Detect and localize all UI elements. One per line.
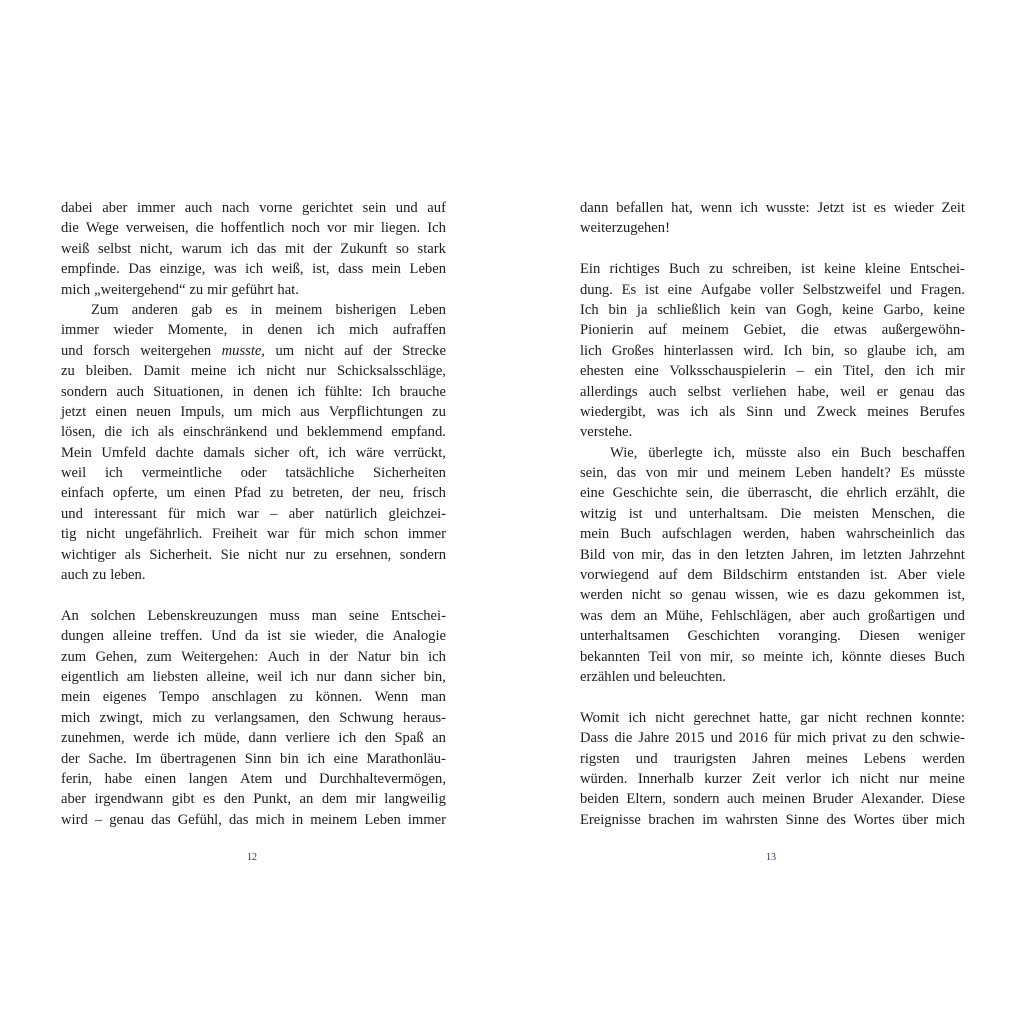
text-line: dungen alleine treffen. Und da ist sie wieder, die Analogie xyxy=(61,628,446,645)
paragraph xyxy=(61,606,446,830)
paragraph-gap xyxy=(61,585,446,605)
paragraph-gap xyxy=(580,687,965,707)
text-line: Ich bin ja schließlich kein van Gogh, keine Garbo, keine xyxy=(580,301,965,318)
text-line: auch zu leben. xyxy=(61,567,146,584)
text-line: lösen, die ich als einschränkend und beklemmend empfand. xyxy=(61,424,446,441)
text-line: mich „weitergehend“ zu mir geführt hat. xyxy=(61,281,299,298)
text-line: zunehmen, werde ich müde, dann verliere ich den Spaß an xyxy=(61,730,446,747)
text-line: wichtiger als Sicherheit. Sie nicht nur zu ersehnen, sondern xyxy=(61,546,446,563)
text-line: Zum anderen gab es in meinem bisherigen Leben xyxy=(91,301,446,318)
text-line: Womit ich nicht gerechnet hatte, gar nicht rechnen konnte: xyxy=(580,709,965,726)
text-line: zu bleiben. Damit meine ich nicht nur Schicksalsschläge, xyxy=(61,363,446,380)
paragraph xyxy=(61,198,446,300)
text-line: weiterzugehen! xyxy=(580,220,670,237)
text-line: werden nicht so genau wissen, wie es dazu gekommen ist, xyxy=(580,587,965,604)
text-line: ehesten eine Volksschauspielerin – ein Titel, den ich mir xyxy=(580,363,965,380)
text-line: und forsch weitergehen musste, um nicht auf der Strecke xyxy=(61,342,446,359)
text-line: weil ich vermeintliche oder tatsächliche Sicherheiten xyxy=(61,465,446,482)
text-line: mein eigenes Tempo anschlagen zu können. Wenn man xyxy=(61,689,446,706)
text-line: beiden Eltern, sondern auch meinen Bruder Alexander. Diese xyxy=(580,791,965,808)
text-line: erzählen und beleuchten. xyxy=(580,668,727,685)
text-line: Ein richtiges Buch zu schreiben, ist keine kleine Entschei- xyxy=(580,261,965,278)
text-line: dabei aber immer auch nach vorne gerichtet sein und auf xyxy=(61,200,446,216)
text-line: der Sache. Im übertragenen Sinn bin ich eine Marathonläu- xyxy=(61,750,446,767)
paragraph-gap xyxy=(580,239,965,259)
page-number-left: 12 xyxy=(247,852,257,863)
text-line: sondern auch Situationen, in denen ich fühlte: Ich brauche xyxy=(61,383,446,400)
text-line: ferin, habe einen langen Atem und Durchhaltevermögen, xyxy=(61,770,446,787)
text-line: wird – genau das Gefühl, das mich in meinem Leben immer xyxy=(61,811,446,828)
paragraph xyxy=(61,300,446,585)
text-line: unterhaltsamen Geschichten voranging. Diesen weniger xyxy=(580,628,965,645)
text-line: Ereignisse brachen im wahrsten Sinne des Wortes über mich xyxy=(580,811,965,828)
text-line: einfach opferte, um einen Pfad zu betreten, der neu, frisch xyxy=(61,485,446,502)
text-line: sein, das von mir und meinem Leben handelt? Es müsste xyxy=(580,465,965,482)
left-page-text xyxy=(61,198,446,830)
text-line: Dass die Jahre 2015 und 2016 für mich privat zu den schwie- xyxy=(580,730,965,747)
text-line: dung. Es ist eine Aufgabe voller Selbstzweifel und Fragen. xyxy=(580,281,965,298)
right-page-text xyxy=(580,198,965,830)
paragraph xyxy=(580,708,965,830)
paragraph xyxy=(580,443,965,688)
text-line: rigsten und traurigsten Jahren meines Lebens werden xyxy=(580,750,965,767)
text-line: empfinde. Das einzige, was ich weiß, ist, dass mein Leben xyxy=(61,261,446,278)
text-line: zum Gehen, zum Weitergehen: Auch in der Natur bin ich xyxy=(61,648,446,665)
text-line: witzig ist und unterhaltsam. Die meisten Menschen, die xyxy=(580,505,965,522)
text-line: dann befallen hat, wenn ich wusste: Jetzt ist es wieder Zeit xyxy=(580,200,965,216)
text-line: mein Buch aufschlagen werden, haben wahrscheinlich das xyxy=(580,526,965,543)
text-line: verstehe. xyxy=(580,424,633,441)
text-line: Mein Umfeld dachte damals sicher oft, ich wäre verrückt, xyxy=(61,444,446,461)
text-line: bekannten Teil von mir, so meinte ich, könnte dieses Buch xyxy=(580,648,965,665)
text-line: eigentlich am liebsten alleine, weil ich nur dann sicher bin, xyxy=(61,668,446,685)
text-line: wiedergibt, was ich als Sinn und Zweck meines Berufes xyxy=(580,403,965,420)
paragraph xyxy=(580,198,965,239)
text-line: würden. Innerhalb kurzer Zeit verlor ich nicht nur meine xyxy=(580,770,965,787)
text-line: tig nicht ungefährlich. Freiheit war für mich schon immer xyxy=(61,526,446,543)
text-line: mich zwingt, mich zu verlangsamen, den Schwung heraus- xyxy=(61,709,446,726)
text-line: Bild von mir, das in den letzten Jahren, im letzten Jahrzehnt xyxy=(580,546,965,563)
text-line: eine Geschichte sein, die überrascht, die ehrlich erzählt, die xyxy=(580,485,965,502)
text-line: was dem an Mühe, Fehlschlägen, aber auch großartigen und xyxy=(580,607,965,624)
text-line: weiß selbst nicht, warum ich das mit der Zukunft so stark xyxy=(61,240,446,257)
text-line: aber irgendwann gibt es den Punkt, an dem mir langweilig xyxy=(61,791,446,808)
text-line: An solchen Lebenskreuzungen muss man seine Entschei- xyxy=(61,607,446,624)
text-line: Pionierin auf meinem Gebiet, die etwas außergewöhn- xyxy=(580,322,965,339)
text-line: immer wieder Momente, in denen ich mich aufraffen xyxy=(61,322,446,339)
text-line: jetzt einen neuen Impuls, um mich aus Verpflichtungen zu xyxy=(61,403,446,420)
text-line: allerdings auch selbst verliehen habe, weil er genau das xyxy=(580,383,965,400)
paragraph xyxy=(580,259,965,443)
text-line: die Wege verweisen, die hoffentlich noch vor mir liegen. Ich xyxy=(61,220,446,237)
text-line: vorwiegend auf dem Bildschirm entstanden ist. Aber viele xyxy=(580,567,965,584)
text-line: und interessant für mich war – aber natürlich gleichzei- xyxy=(61,505,446,522)
text-line: Wie, überlegte ich, müsste also ein Buch beschaffen xyxy=(610,444,965,461)
page-number-right: 13 xyxy=(766,852,776,863)
text-line: lich Großes hinterlassen wird. Ich bin, so glaube ich, am xyxy=(580,342,965,359)
